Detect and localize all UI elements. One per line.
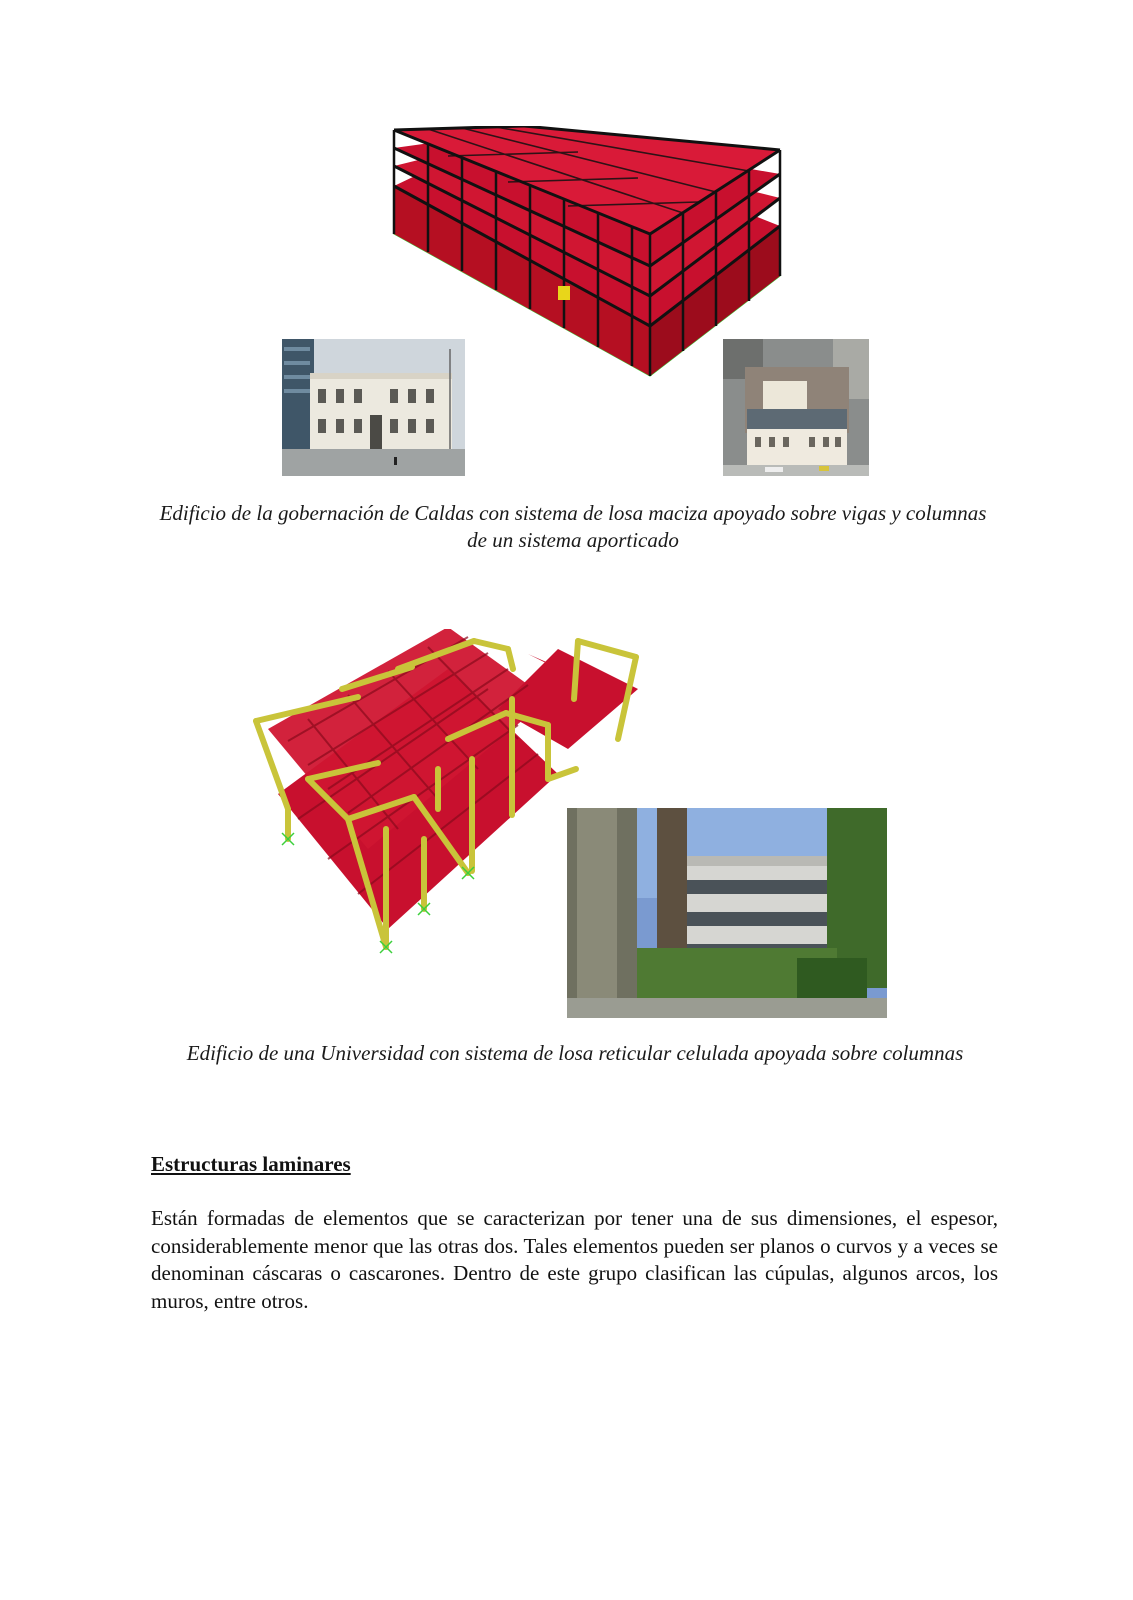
section-paragraph: Están formadas de elementos que se caracterizan por tener una de sus dimensiones, el espesor, considerablemente menor que las otras dos. Tales elementos pueden ser planos o curvos y a veces se denominan cáscaras o cascarones. Dentro de este grupo clasifican las cúpulas, algunos arcos, los muros, entre otros. [151, 1206, 998, 1313]
photo-gobernacion-facade [282, 339, 465, 476]
photo-universidad-building [567, 808, 887, 1018]
section-heading: Estructuras laminares [151, 1152, 351, 1176]
photo-gobernacion-aerial [723, 339, 869, 476]
figure2-caption: Edificio de una Universidad con sistema de losa reticular celulada apoyada sobre columnas [186, 1041, 964, 1065]
figure1-caption: Edificio de la gobernación de Caldas con sistema de losa maciza apoyado sobre vigas y columnas de un sistema aporticado [159, 501, 987, 552]
